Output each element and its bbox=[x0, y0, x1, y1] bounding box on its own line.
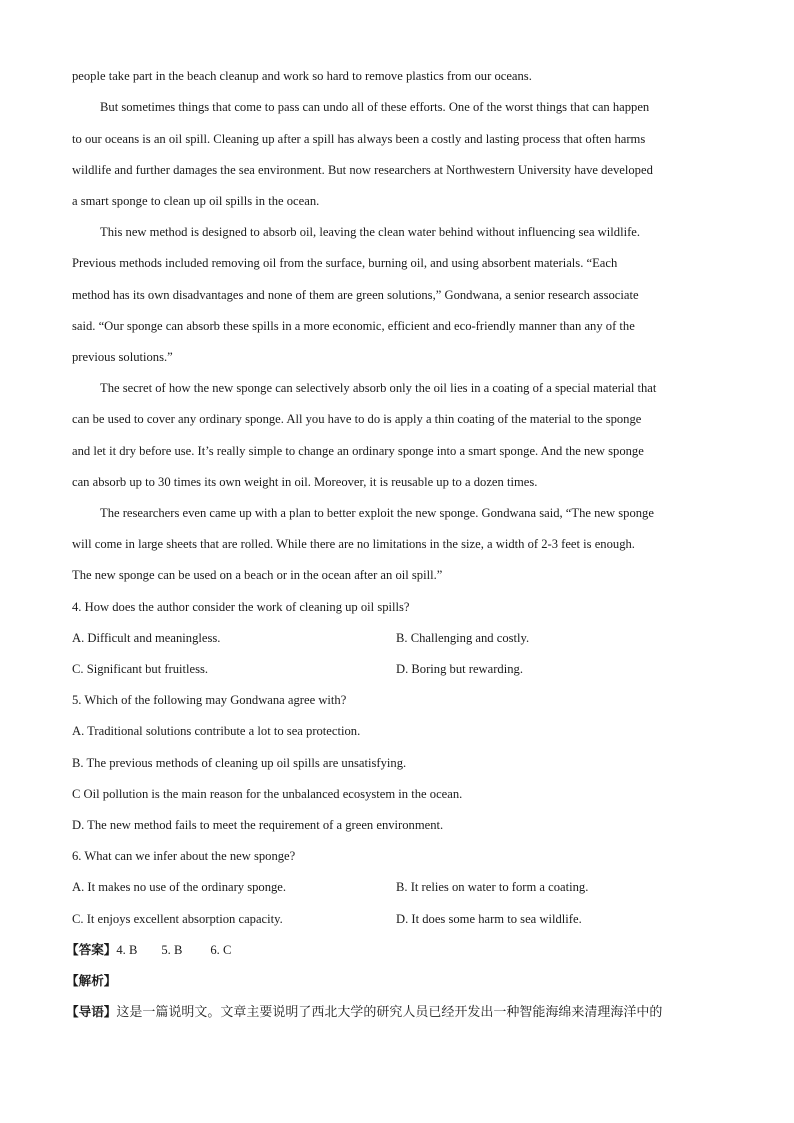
option-c: C Oil pollution is the main reason for the unbalanced ecosystem in the ocean. bbox=[72, 787, 463, 801]
option-d: D. The new method fails to meet the requirement of a green environment. bbox=[72, 818, 444, 832]
option-a: A. Difficult and meaningless. bbox=[72, 631, 221, 645]
guide-text: 这是一篇说明文。文章主要说明了西北大学的研究人员已经开发出一种智能海绵来清理海洋中的 bbox=[116, 1005, 663, 1020]
question-stem: 6. What can we infer about the new sponge? bbox=[72, 849, 296, 863]
passage-line: to our oceans is an oil spill. Cleaning up after a spill has always been a costly and lasting process that often harms bbox=[72, 132, 646, 146]
answer-4: 4. B bbox=[116, 943, 138, 957]
passage-line: But sometimes things that come to pass can undo all of these efforts. One of the worst things that can happen bbox=[100, 100, 650, 114]
passage-line: method has its own disadvantages and none of them are green solutions,” Gondwana, a senior research associate bbox=[72, 288, 639, 302]
passage-line: Previous methods included removing oil from the surface, burning oil, and using absorbent materials. “Each bbox=[72, 256, 618, 270]
option-c: C. Significant but fruitless. bbox=[72, 662, 209, 676]
option-b: B. Challenging and costly. bbox=[396, 631, 530, 645]
answer-tag: 【答案】 bbox=[66, 942, 117, 957]
option-b: B. The previous methods of cleaning up oil spills are unsatisfying. bbox=[72, 756, 407, 770]
option-a: A. It makes no use of the ordinary sponge. bbox=[72, 880, 287, 894]
passage-line: said. “Our sponge can absorb these spills in a more economic, efficient and eco-friendly manner than any of the bbox=[72, 319, 635, 333]
answer-5: 5. B bbox=[161, 943, 183, 957]
guide-line bbox=[66, 1004, 662, 1021]
passage-line: The new sponge can be used on a beach or in the ocean after an oil spill.” bbox=[72, 568, 443, 582]
passage-line: can absorb up to 30 times its own weight in oil. Moreover, it is reusable up to a dozen times. bbox=[72, 475, 538, 489]
passage-line: can be used to cover any ordinary sponge. All you have to do is apply a thin coating of the material to the sponge bbox=[72, 412, 642, 426]
answer-line bbox=[66, 942, 231, 958]
option-b: B. It relies on water to form a coating. bbox=[396, 880, 589, 894]
question-stem: 4. How does the author consider the work of cleaning up oil spills? bbox=[72, 600, 410, 614]
passage-line: previous solutions.” bbox=[72, 350, 173, 364]
answer-6: 6. C bbox=[210, 943, 232, 957]
guide-tag: 【导语】 bbox=[66, 1004, 117, 1019]
passage-line: and let it dry before use. It’s really simple to change an ordinary sponge into a smart sponge. And the new sponge bbox=[72, 444, 644, 458]
passage-line: wildlife and further damages the sea environment. But now researchers at Northwestern University have developed bbox=[72, 163, 653, 177]
passage-line: The researchers even came up with a plan to better exploit the new sponge. Gondwana said, “The new sponge bbox=[100, 506, 654, 520]
analysis-tag: 【解析】 bbox=[66, 973, 117, 988]
passage-line: The secret of how the new sponge can selectively absorb only the oil lies in a coating of a special material that bbox=[100, 381, 657, 395]
option-a: A. Traditional solutions contribute a lot to sea protection. bbox=[72, 724, 361, 738]
passage-line: will come in large sheets that are rolled. While there are no limitations in the size, a width of 2-3 feet is enough. bbox=[72, 537, 635, 551]
passage-line: people take part in the beach cleanup and work so hard to remove plastics from our oceans. bbox=[72, 69, 532, 83]
option-d: D. It does some harm to sea wildlife. bbox=[396, 912, 582, 926]
passage-line: This new method is designed to absorb oil, leaving the clean water behind without influencing sea wildlife. bbox=[100, 225, 641, 239]
passage-line: a smart sponge to clean up oil spills in the ocean. bbox=[72, 194, 320, 208]
question-stem: 5. Which of the following may Gondwana agree with? bbox=[72, 693, 347, 707]
option-d: D. Boring but rewarding. bbox=[396, 662, 523, 676]
analysis-line bbox=[66, 973, 116, 989]
option-c: C. It enjoys excellent absorption capacity. bbox=[72, 912, 283, 926]
